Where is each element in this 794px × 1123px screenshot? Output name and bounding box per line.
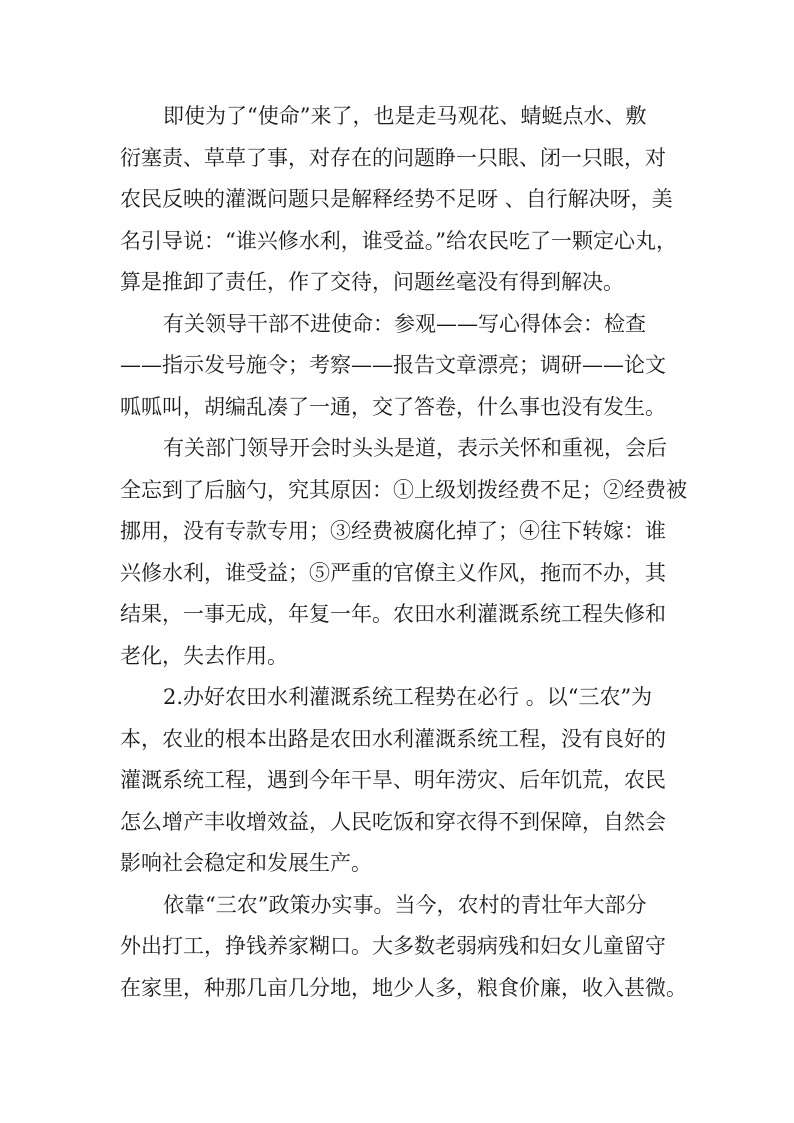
text-line: 衍塞责、草草了事，对存在的问题睁一只眼、闭一只眼，对: [120, 145, 666, 170]
text-line: 本，农业的根本出路是农田水利灌溉系统工程，没有良好的: [120, 726, 666, 751]
text-line: 名引导说：“谁兴修水利，谁受益。”给农民吃了一颗定心丸，: [120, 228, 677, 253]
text-line: 即使为了“使命”来了，也是走马观花、蜻蜓点水、敷: [163, 104, 647, 128]
text-line: 挪用，没有专款专用；③经费被腐化掉了；④往下转嫁：谁: [120, 519, 666, 543]
text-line: 灌溉系统工程，遇到今年干旱、明年涝灾、后年饥荒，农民: [120, 768, 666, 792]
text-line: 影响社会稳定和发展生产。: [120, 851, 372, 875]
text-line: 有关领导干部不进使命：参观——写心得体会：检查: [163, 311, 646, 336]
paragraph-3: [120, 428, 687, 677]
text-line: 老化，失去作用。: [120, 643, 288, 668]
paragraph-5: [120, 885, 687, 1010]
text-line: 在家里，种那几亩几分地，地少人多，粮食价廉，收入甚微。: [120, 975, 687, 1000]
paragraph-4: [120, 677, 680, 885]
document-body: [120, 96, 687, 1009]
text-line: 呱呱叫，胡编乱凑了一通，交了答卷，什么事也没有发生。: [120, 394, 666, 419]
text-line: 算是推卸了责任，作了交待，问题丝毫没有得到解决。: [120, 270, 624, 294]
paragraph-2: [120, 304, 680, 429]
text-line: 全忘到了后脑勺，究其原因：①上级划拨经费不足；②经费被: [120, 477, 687, 502]
text-line: 2.办好农田水利灌溉系统工程势在必行 。以“三农”为: [163, 685, 653, 709]
text-line: ——指示发号施令；考察——报告文章漂亮；调研——论文: [120, 353, 666, 377]
text-line: 结果，一事无成，年复一年。农田水利灌溉系统工程失修和: [120, 602, 666, 626]
text-line: 农民反映的灌溉问题只是解释经势不足呀 、自行解决呀，美: [120, 187, 673, 211]
text-line: 外出打工，挣钱养家糊口。大多数老弱病残和妇女儿童留守: [120, 934, 666, 958]
text-line: 怎么增产丰收增效益，人民吃饭和穿衣得不到保障，自然会: [120, 809, 666, 834]
text-line: 依靠“三农”政策办实事。当今，农村的青壮年大部分: [163, 892, 647, 917]
text-line: 有关部门领导开会时头头是道，表示关怀和重视，会后: [163, 436, 667, 460]
text-line: 兴修水利，谁受益；⑤严重的官僚主义作风，拖而不办，其: [120, 560, 666, 585]
paragraph-1: [120, 96, 680, 304]
